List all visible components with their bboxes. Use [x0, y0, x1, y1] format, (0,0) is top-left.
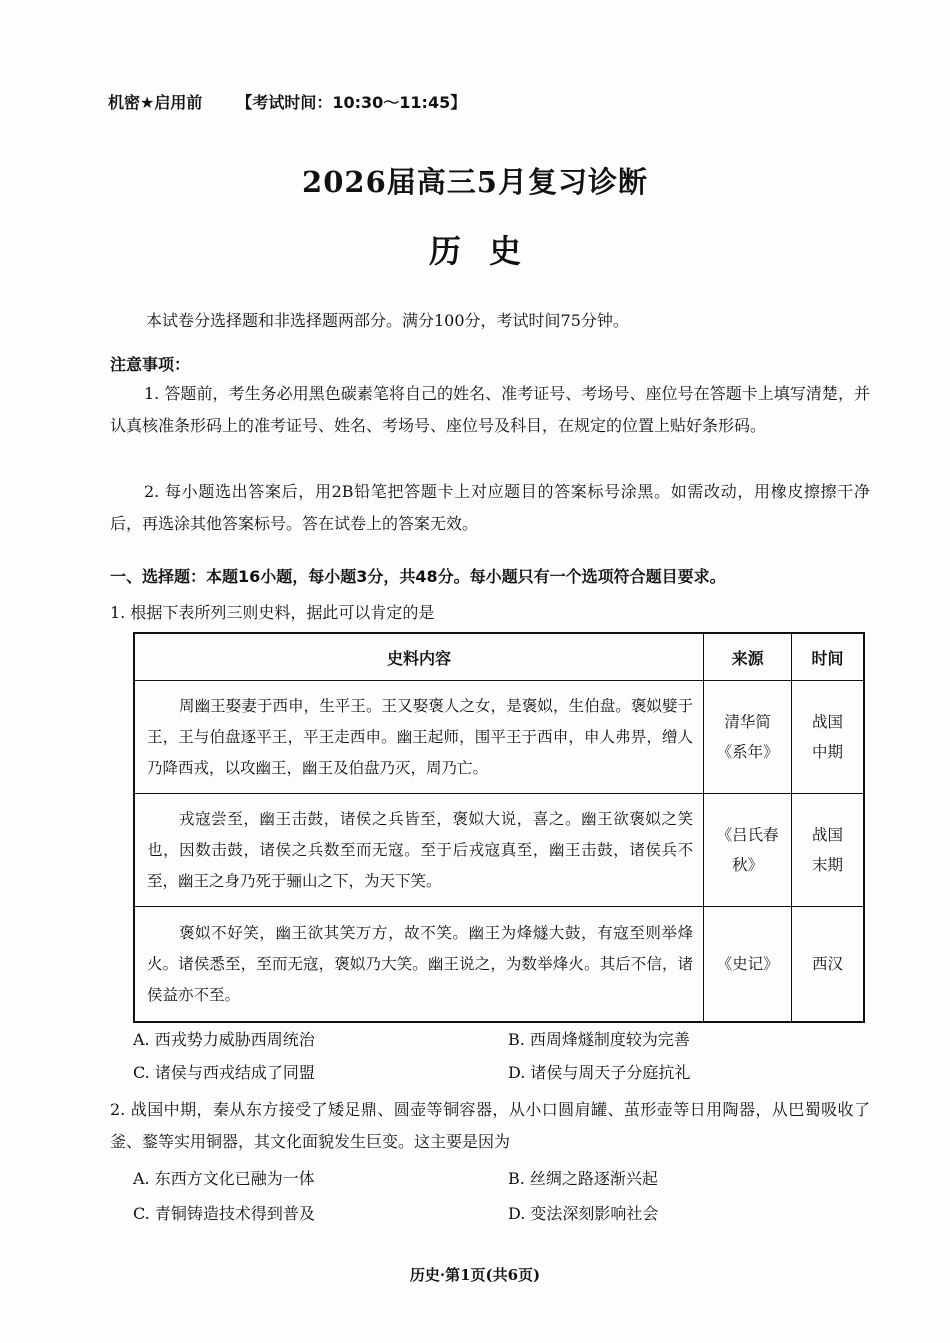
source-line: 清华简 [724, 713, 771, 731]
question-2-option-a: A. 东西方文化已融为一体 [133, 1169, 315, 1188]
question-2-option-d: D. 变法深刻影响社会 [508, 1204, 659, 1223]
question-1-stem: 1. 根据下表所列三则史料，据此可以肯定的是 [110, 603, 435, 622]
table-cell-time [792, 794, 864, 907]
table-row [134, 794, 864, 907]
time-line: 中期 [812, 743, 844, 761]
table-row [134, 907, 864, 1023]
source-line: 《系年》 [716, 743, 779, 761]
table-cell-source [704, 681, 792, 794]
table-header-row [134, 633, 864, 681]
exam-title: 2026届高三5月复习诊断 [302, 165, 648, 199]
page-footer: 历史·第1页(共6页) [409, 1266, 541, 1284]
exam-time: 【考试时间：10:30～11:45】 [236, 93, 467, 112]
question-1-option-c: C. 诸侯与西戎结成了同盟 [133, 1063, 315, 1082]
table-cell-source [704, 794, 792, 907]
exam-intro: 本试卷分选择题和非选择题两部分。满分100分，考试时间75分钟。 [146, 311, 629, 330]
table-header-content: 史料内容 [134, 633, 704, 681]
table-header-source: 来源 [704, 633, 792, 681]
header-line [108, 90, 466, 113]
notice-item-2: 2. 每小题选出答案后，用2B铅笔把答题卡上对应题目的答案标号涂黑。如需改动，用橡皮擦擦干净后，再选涂其他答案标号。答在试卷上的答案无效。 [110, 482, 870, 533]
question-1-option-d: D. 诸侯与周天子分庭抗礼 [508, 1063, 691, 1082]
time-line: 战国 [812, 826, 844, 844]
confidential-mark: 机密★启用前 [108, 93, 203, 112]
source-table [133, 632, 865, 1023]
table-cell-content: 周幽王娶妻于西申，生平王。王又娶褒人之女，是褒姒，生伯盘。褒姒嬖于王，王与伯盘逐平王，平王走西申。幽王起师，围平王于西申，申人弗畀，缯人乃降西戎，以攻幽王，幽王及伯盘乃灭，周乃亡。 [134, 681, 704, 794]
table-cell-source [704, 907, 792, 1023]
time-line: 战国 [812, 713, 844, 731]
table-cell-content: 褒姒不好笑，幽王欲其笑万方，故不笑。幽王为烽燧大鼓，有寇至则举烽火。诸侯悉至，至而无寇，褒姒乃大笑。幽王说之，为数举烽火。其后不信，诸侯益亦不至。 [134, 907, 704, 1023]
time-line: 末期 [812, 856, 844, 874]
exam-subject: 历史 [428, 232, 549, 270]
time-line: 西汉 [812, 955, 844, 973]
question-1-option-a: A. 西戎势力威胁西周统治 [133, 1030, 315, 1049]
question-2-option-b: B. 丝绸之路逐渐兴起 [508, 1169, 658, 1188]
question-2-stem: 2. 战国中期，秦从东方接受了矮足鼎、圆壶等铜容器，从小口圆肩罐、茧形壶等日用陶器，从巴蜀吸收了釜、鍪等实用铜器，其文化面貌发生巨变。这主要是因为 [110, 1100, 870, 1151]
table-cell-content: 戎寇尝至，幽王击鼓，诸侯之兵皆至，褒姒大说，喜之。幽王欲褒姒之笑也，因数击鼓，诸侯之兵数至而无寇。至于后戎寇真至，幽王击鼓，诸侯兵不至，幽王之身乃死于骊山之下，为天下笑。 [134, 794, 704, 907]
question-2-option-c: C. 青铜铸造技术得到普及 [133, 1204, 315, 1223]
table-header-time: 时间 [792, 633, 864, 681]
table-cell-time [792, 681, 864, 794]
table-row [134, 681, 864, 794]
source-line: 《吕氏春秋》 [716, 826, 779, 874]
source-line: 《史记》 [716, 955, 779, 973]
notice-item-1: 1. 答题前，考生务必用黑色碳素笔将自己的姓名、准考证号、考场号、座位号在答题卡上填写清楚，并认真核准条形码上的准考证号、姓名、考场号、座位号及科目，在规定的位置上贴好条形码。 [110, 384, 870, 435]
table-cell-time [792, 907, 864, 1023]
question-1-option-b: B. 西周烽燧制度较为完善 [508, 1030, 690, 1049]
notice-title: 注意事项： [110, 355, 191, 374]
section-heading: 一、选择题：本题16小题，每小题3分，共48分。每小题只有一个选项符合题目要求。 [110, 567, 726, 586]
